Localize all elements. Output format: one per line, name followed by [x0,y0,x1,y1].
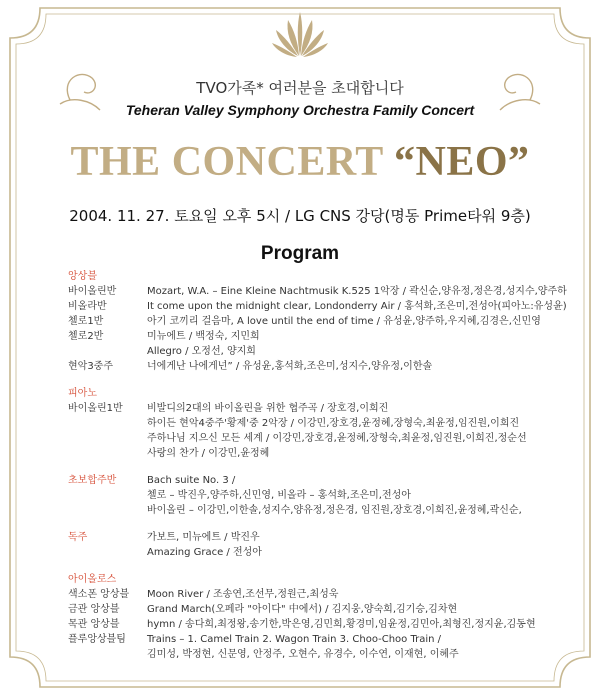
row-text: Grand March(오페라 "아이다" 中에서) / 김지웅,양숙희,김기승,김차현 [147,604,458,615]
program-row [68,503,548,518]
row-label: 비올라반 [68,301,107,312]
program-row [68,416,548,431]
program-row [68,587,548,602]
row-label: 바이올린1반 [68,403,123,414]
section-heading: 피아노 [68,388,97,399]
row-label [68,545,147,560]
row-text: Moon River / 조송연,조선무,정원근,최성욱 [147,589,339,600]
invitation-line: TVO가족* 여러분을 초대합니다 [196,79,404,97]
row-text: 사랑의 찬가 / 이강민,윤정혜 [147,448,270,459]
program-row [68,446,548,461]
row-text: 하이든 현악4중주'황제'중 2악장 / 이강민,장호경,윤정혜,장형숙,최윤정,임진원,이희진 [147,418,520,429]
row-label [68,488,147,503]
row-text: Mozart, W.A. – Eine Kleine Nachtmusik K.525 1악장 / 곽신순,양유정,정은경,성지수,양주하 [147,286,567,297]
row-text: 미뉴에트 / 백정숙, 지민희 [147,331,260,342]
program-row [68,488,548,503]
row-label [68,416,147,431]
row-label: 초보합주반 [68,475,117,486]
section-piano [68,386,548,461]
row-label: 독주 [68,532,88,543]
program-row [68,647,548,662]
row-text: 첼로 – 박진우,양주하,신민영, 비올라 – 홍석화,조은미,전성아 [147,490,411,501]
program-row [68,473,548,488]
program-row [68,359,548,374]
row-text: hymn / 송다희,최정왕,송기한,박은영,김민희,황경미,임윤정,김민아,최형진,정지윤,김동현 [147,619,536,630]
row-label: 현악3중주 [68,361,114,372]
section-solo [68,530,548,560]
section-heading: 아이올로스 [68,574,117,585]
row-text: 김미성, 박정현, 신문영, 안정주, 오현수, 유경수, 이수연, 이재현, 이혜주 [147,649,459,660]
concert-title-main: THE CONCERT [70,139,383,185]
row-label [68,446,147,461]
row-label: 색소폰 앙상블 [68,589,130,600]
program-row [68,299,567,314]
program-row [68,344,548,359]
row-label [68,431,147,446]
row-text: Trains – 1. Camel Train 2. Wagon Train 3. Choo-Choo Train / [147,634,442,645]
row-label: 목관 앙상블 [68,619,120,630]
row-label: 바이올린반 [68,286,117,297]
row-label: 금관 앙상블 [68,604,120,615]
row-label: 첼로1반 [68,316,104,327]
row-text: 아기 코끼리 걸음마, A love until the end of time / 유성윤,양주하,우지혜,김경은,신민영 [147,316,541,327]
row-text: Bach suite No. 3 / [147,475,236,486]
row-text: It come upon the midnight clear, Londonderry Air / 홍석화,조은미,전성아(피아노:유성윤) [147,301,567,312]
program-row [68,329,548,344]
row-text: 너에게난 나에게넌” / 유성윤,홍석화,조은미,성지수,양유정,이한솔 [147,361,433,372]
concert-title-name: “NEO” [393,139,530,185]
program-row [68,431,548,446]
row-text: 가보트, 미뉴에트 / 박진우 [147,532,260,543]
row-label [68,503,147,518]
concert-title [0,138,600,186]
row-text: Amazing Grace / 전성아 [147,547,262,558]
section-ensemble [68,269,567,374]
program-heading: Program [260,243,340,264]
organization-name: Teheran Valley Symphony Orchestra Family Concert [125,102,475,118]
program-row [68,401,548,416]
event-date-venue: 2004. 11. 27. 토요일 오후 5시 / LG CNS 강당(명동 Prime타워 9층) [69,207,531,225]
program-row [68,530,548,545]
section-beginner-ensemble [68,473,548,518]
program-row [68,314,548,329]
row-text: 주하나님 지으신 모든 세계 / 이강민,장호경,윤정혜,장형숙,최윤정,임진원,이희진,정순선 [147,433,527,444]
program-row [68,617,548,632]
program-row [68,632,548,647]
row-label [68,647,147,662]
row-label [68,344,147,359]
row-text: 비발디의2대의 바이올린을 위한 협주곡 / 장호경,이희진 [147,403,389,414]
section-heading: 앙상블 [68,271,97,282]
row-label: 첼로2반 [68,331,104,342]
program-row [68,545,548,560]
program-list [68,269,567,674]
row-text: Allegro / 오정선, 양지희 [147,346,256,357]
program-row [68,284,567,299]
row-label: 플루앙상블팀 [68,634,126,645]
row-text: 바이올린 – 이강민,이한솔,성지수,양유정,정은경, 임진원,장호경,이희진,윤정혜,곽신순, [147,505,522,516]
section-iolos [68,572,548,662]
fan-ornament-icon [270,10,330,60]
program-row [68,602,548,617]
